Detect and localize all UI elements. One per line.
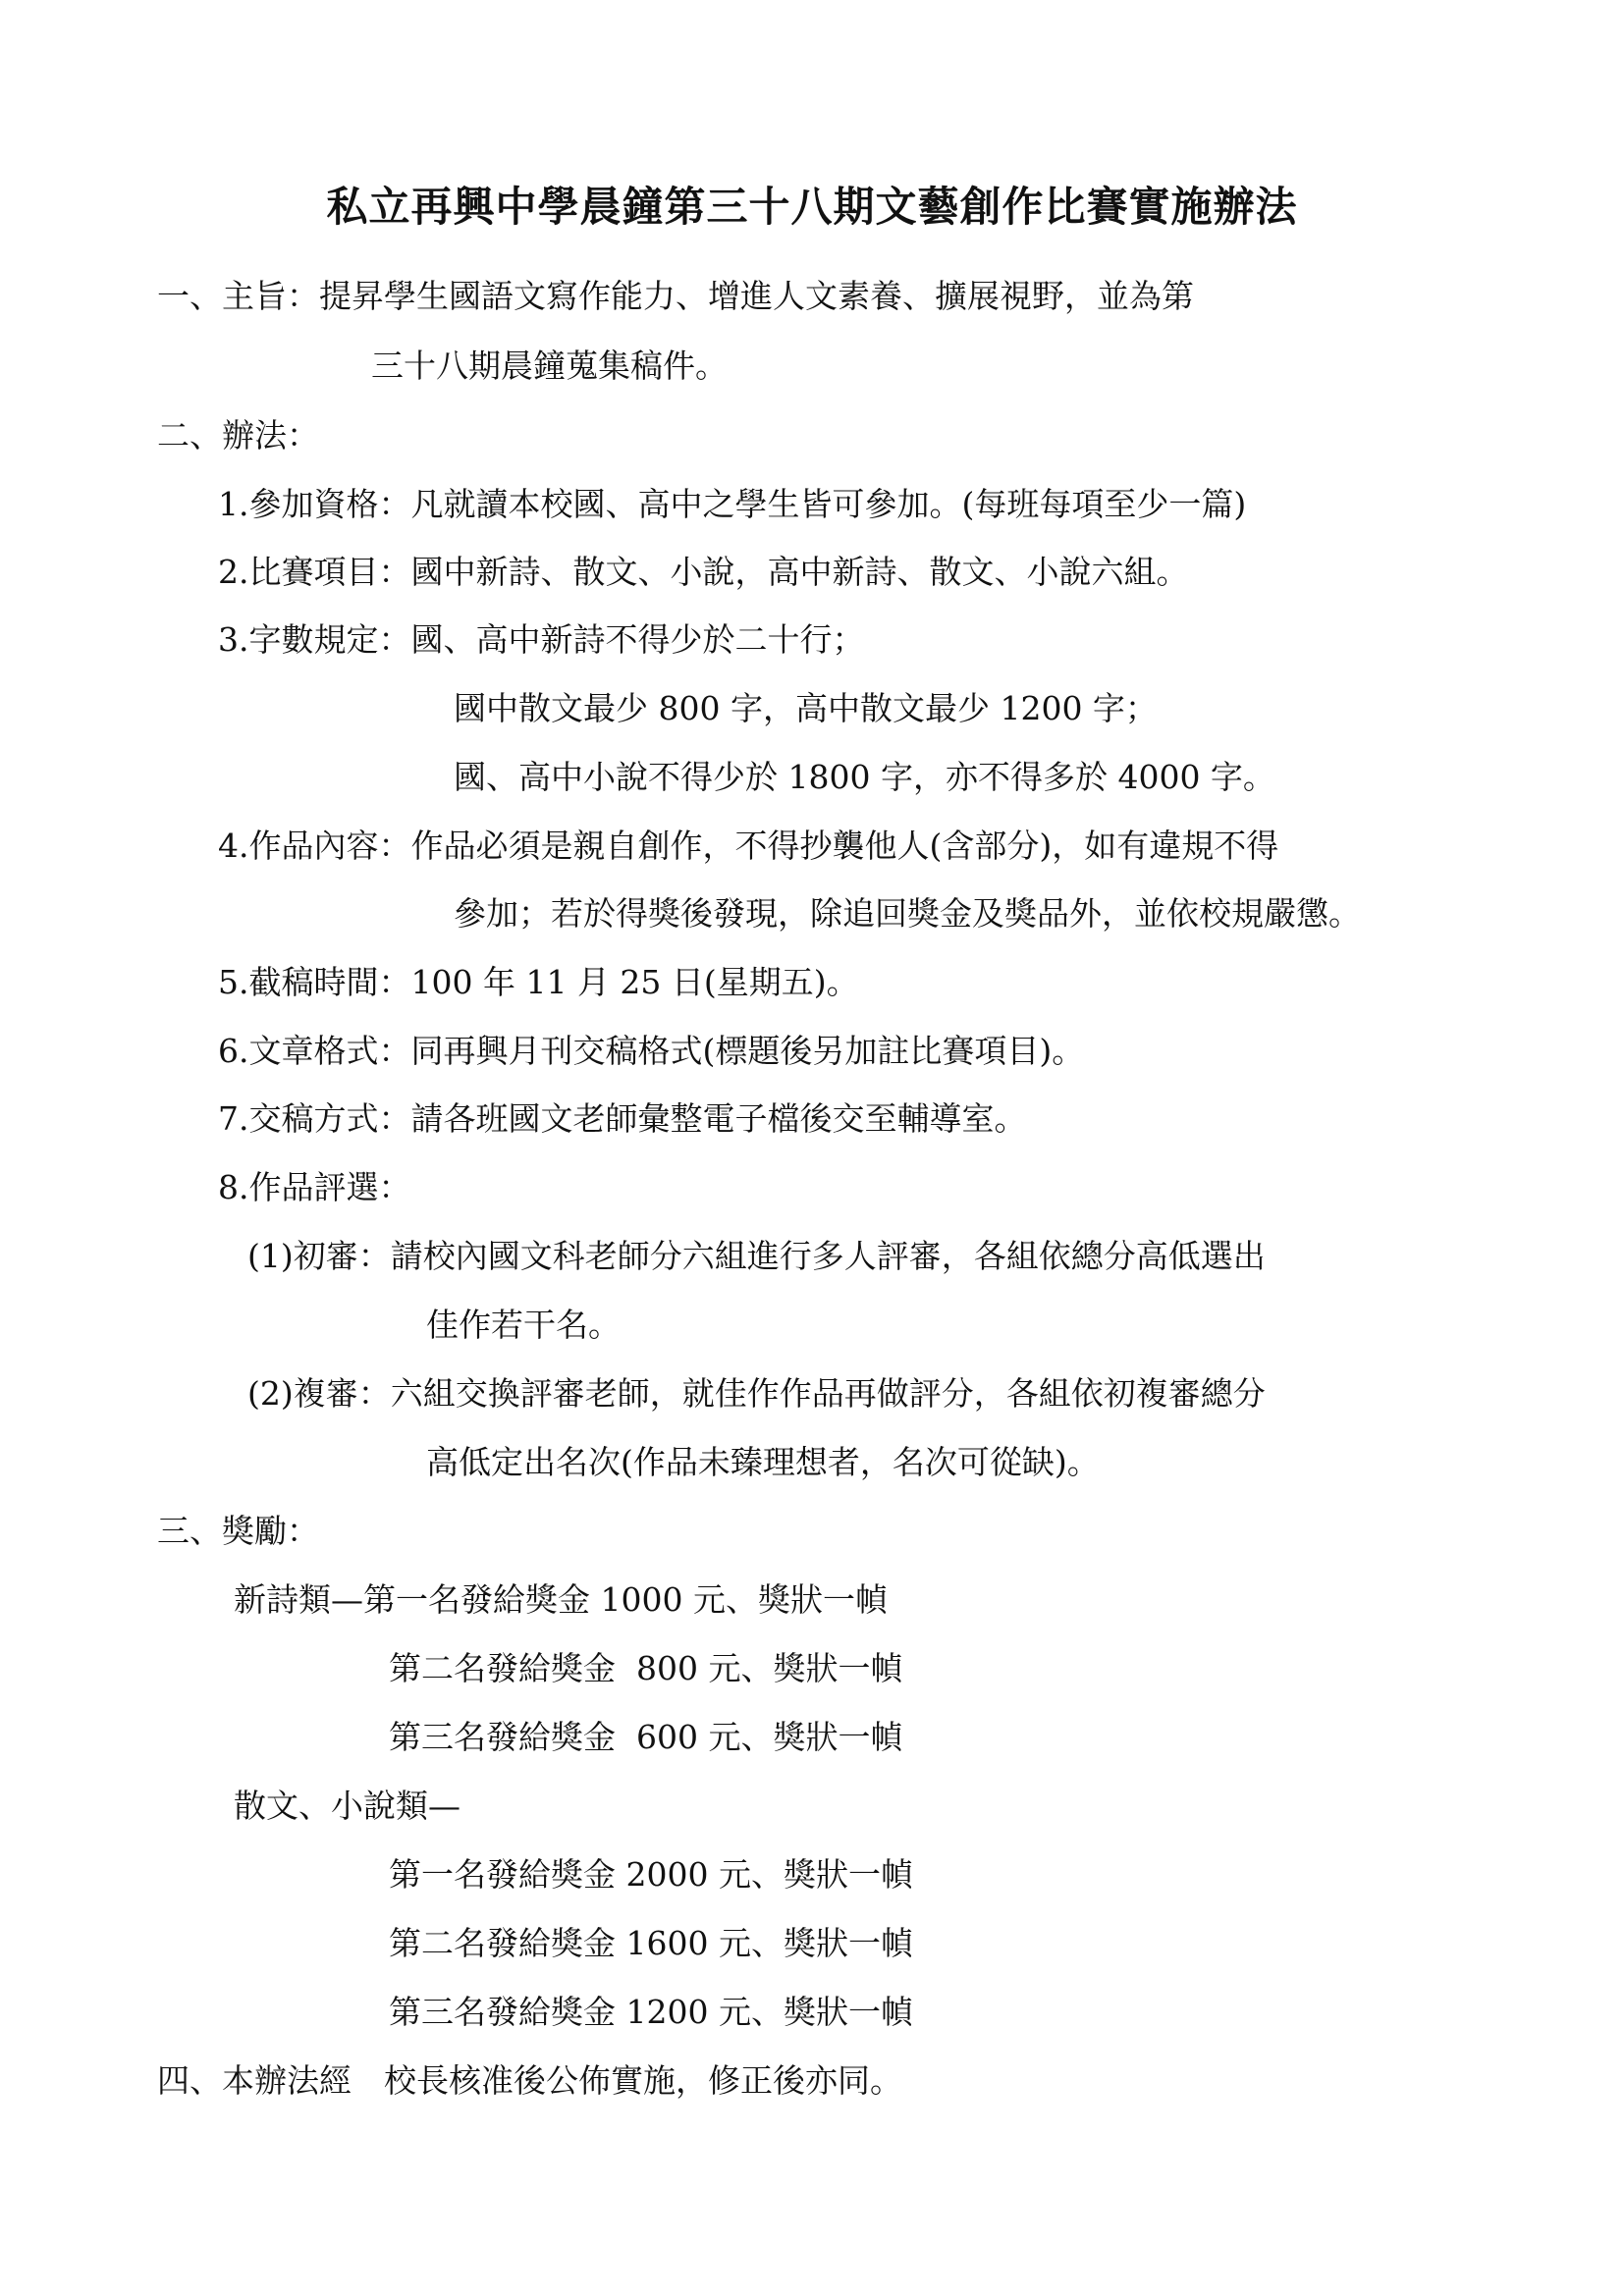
section1-text2: 三十八期晨鐘蒐集稿件。: [371, 347, 728, 385]
poetry-prize-1: 第一名發給獎金 1000 元、獎狀一幀: [363, 1580, 888, 1619]
item-1-text: 凡就讀本校國、高中之學生皆可參加。(每班每項至少一篇): [410, 485, 1247, 523]
item-7: [218, 1099, 1027, 1139]
section1-text1: 提昇學生國語文寫作能力、增進人文素養、擴展視野，並為第: [319, 277, 1194, 315]
item-8-label: 8.作品評選：: [218, 1168, 411, 1206]
prose-prize-3: 第三名發給獎金 1200 元、獎狀一幀: [389, 1993, 913, 2031]
document-title: 私立再興中學晨鐘第三十八期文藝創作比賽實施辦法: [326, 183, 1298, 231]
item-4-text-2: 參加；若於得獎後發現，除追回獎金及獎品外，並依校規嚴懲。: [454, 894, 1361, 933]
poetry-label: 新詩類—: [234, 1580, 363, 1619]
item-5-label: 5.截稿時間：: [218, 963, 411, 1001]
item-2: [218, 553, 1189, 592]
item-7-text: 請各班國文老師彙整電子檔後交至輔導室。: [410, 1099, 1027, 1138]
review-2: [247, 1374, 1266, 1414]
item-2-text: 國中新詩、散文、小說，高中新詩、散文、小說六組。: [410, 553, 1189, 591]
section2-heading: 二、辦法：: [157, 416, 319, 454]
item-5-text: 100 年 11 月 25 日(星期五)。: [410, 963, 859, 1001]
item-2-label: 2.比賽項目：: [218, 553, 411, 591]
section3-heading: 三、獎勵：: [157, 1512, 319, 1550]
review-1-text-1: 請校內國文科老師分六組進行多人評審，各組依總分高低選出: [390, 1237, 1266, 1275]
review-1: [247, 1237, 1266, 1276]
item-6-text: 同再興月刊交稿格式(標題後另加註比賽項目)。: [410, 1032, 1085, 1070]
item-4-label: 4.作品內容：: [218, 827, 411, 865]
poetry-row-1: [234, 1580, 888, 1620]
review-1-label: (1)初審：: [247, 1237, 391, 1275]
item-6: [218, 1032, 1084, 1071]
review-2-text-1: 六組交換評審老師，就佳作作品再做評分，各組依初複審總分: [390, 1374, 1266, 1413]
prose-label: 散文、小說類—: [234, 1787, 460, 1825]
review-2-label: (2)複審：: [247, 1374, 391, 1413]
prose-prize-1: 第一名發給獎金 2000 元、獎狀一幀: [389, 1855, 913, 1894]
review-1-text-2: 佳作若干名。: [426, 1306, 621, 1344]
poetry-prize-3: 第三名發給獎金 600 元、獎狀一幀: [389, 1718, 903, 1756]
item-5: [218, 963, 859, 1002]
item-1: [218, 485, 1246, 524]
item-7-label: 7.交稿方式：: [218, 1099, 411, 1138]
item-3-text-3: 國、高中小說不得少於 1800 字，亦不得多於 4000 字。: [454, 758, 1275, 796]
item-1-label: 1.參加資格：: [218, 485, 411, 523]
item-3-text-1: 國、高中新詩不得少於二十行；: [410, 620, 865, 659]
item-3-text-2: 國中散文最少 800 字，高中散文最少 1200 字；: [454, 689, 1158, 727]
prose-prize-2: 第二名發給獎金 1600 元、獎狀一幀: [389, 1924, 913, 1962]
section4-text: 四、本辦法經 校長核准後公佈實施，修正後亦同。: [157, 2061, 902, 2100]
poetry-prize-2: 第二名發給獎金 800 元、獎狀一幀: [389, 1649, 903, 1687]
review-2-text-2: 高低定出名次(作品未臻理想者，名次可從缺)。: [426, 1443, 1100, 1481]
section1-heading: 一、主旨：: [157, 277, 319, 315]
item-3-label: 3.字數規定：: [218, 620, 411, 659]
item-3: [218, 620, 865, 660]
item-4: [218, 827, 1278, 866]
section1-line1: [157, 277, 1194, 316]
item-6-label: 6.文章格式：: [218, 1032, 411, 1070]
item-4-text-1: 作品必須是親自創作，不得抄襲他人(含部分)，如有違規不得: [410, 827, 1279, 865]
